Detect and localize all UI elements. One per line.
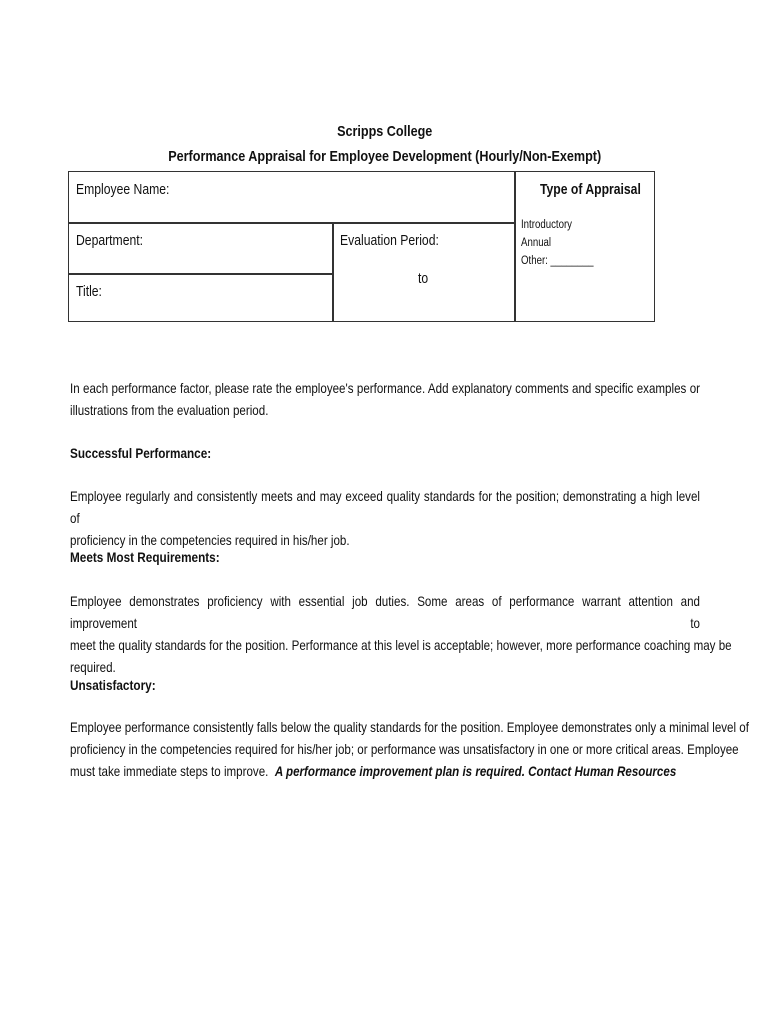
form-title	[0, 148, 770, 165]
department-label: Department:	[76, 233, 144, 249]
rating-successful-line-1: Employee regularly and consistently meets and may exceed quality standards for the position; demonstrating a high level of	[70, 489, 700, 526]
employee-name-label: Employee Name:	[76, 182, 170, 198]
rating-description-successful	[70, 486, 700, 552]
title-label: Title:	[76, 284, 102, 300]
table-divider-period	[332, 222, 334, 321]
appraisal-option-annual: Annual	[521, 237, 552, 249]
rating-heading-unsatisfactory: Unsatisfactory:	[70, 677, 156, 693]
rating-successful-line-2: proficiency in the competencies required in his/her job.	[70, 533, 350, 548]
institution-name: Scripps College	[337, 123, 433, 140]
evaluation-period-to: to	[418, 271, 429, 287]
rating-description-unsatisfactory	[70, 717, 749, 783]
instructions-line-2: illustrations from the evaluation period.	[70, 403, 269, 418]
institution-title	[0, 123, 770, 140]
rating-unsatisfactory-line-3-text: must take immediate steps to improve.	[70, 764, 269, 779]
rating-meets-most-line-1: Employee demonstrates proficiency with essential job duties. Some areas of performance warrant attention and improvement to	[70, 594, 700, 631]
instructions-paragraph	[70, 378, 700, 422]
type-of-appraisal-label: Type of Appraisal	[540, 182, 641, 198]
rating-heading-successful: Successful Performance:	[70, 445, 212, 461]
rating-meets-most-line-2: meet the quality standards for the position. Performance at this level is acceptable; however, more performance coaching may be	[70, 638, 732, 653]
form-title-text: Performance Appraisal for Employee Development (Hourly/Non-Exempt)	[168, 148, 602, 165]
rating-unsatisfactory-line-1: Employee performance consistently falls below the quality standards for the position. Employee demonstrates only a minimal level of	[70, 720, 749, 735]
table-divider-appraisal	[514, 172, 516, 321]
rating-meets-most-line-3: required.	[70, 660, 116, 675]
improvement-plan-notice: A performance improvement plan is required. Contact Human Resources	[274, 764, 677, 779]
rating-unsatisfactory-line-3	[70, 761, 677, 783]
instructions-line-1: In each performance factor, please rate the employee's performance. Add explanatory comments and specific examples or	[70, 381, 700, 396]
appraisal-option-other: Other: ________	[521, 255, 594, 267]
appraisal-option-introductory: Introductory	[521, 219, 573, 231]
table-divider-name-row	[69, 222, 514, 224]
rating-description-meets-most	[70, 591, 732, 679]
rating-unsatisfactory-line-2: proficiency in the competencies required for his/her job; or performance was unsatisfactory in one or more critical areas. Employee	[70, 742, 739, 757]
evaluation-period-label: Evaluation Period:	[340, 233, 439, 249]
table-divider-department-row	[69, 273, 333, 275]
rating-heading-meets-most: Meets Most Requirements:	[70, 549, 220, 565]
employee-info-table	[68, 171, 655, 322]
